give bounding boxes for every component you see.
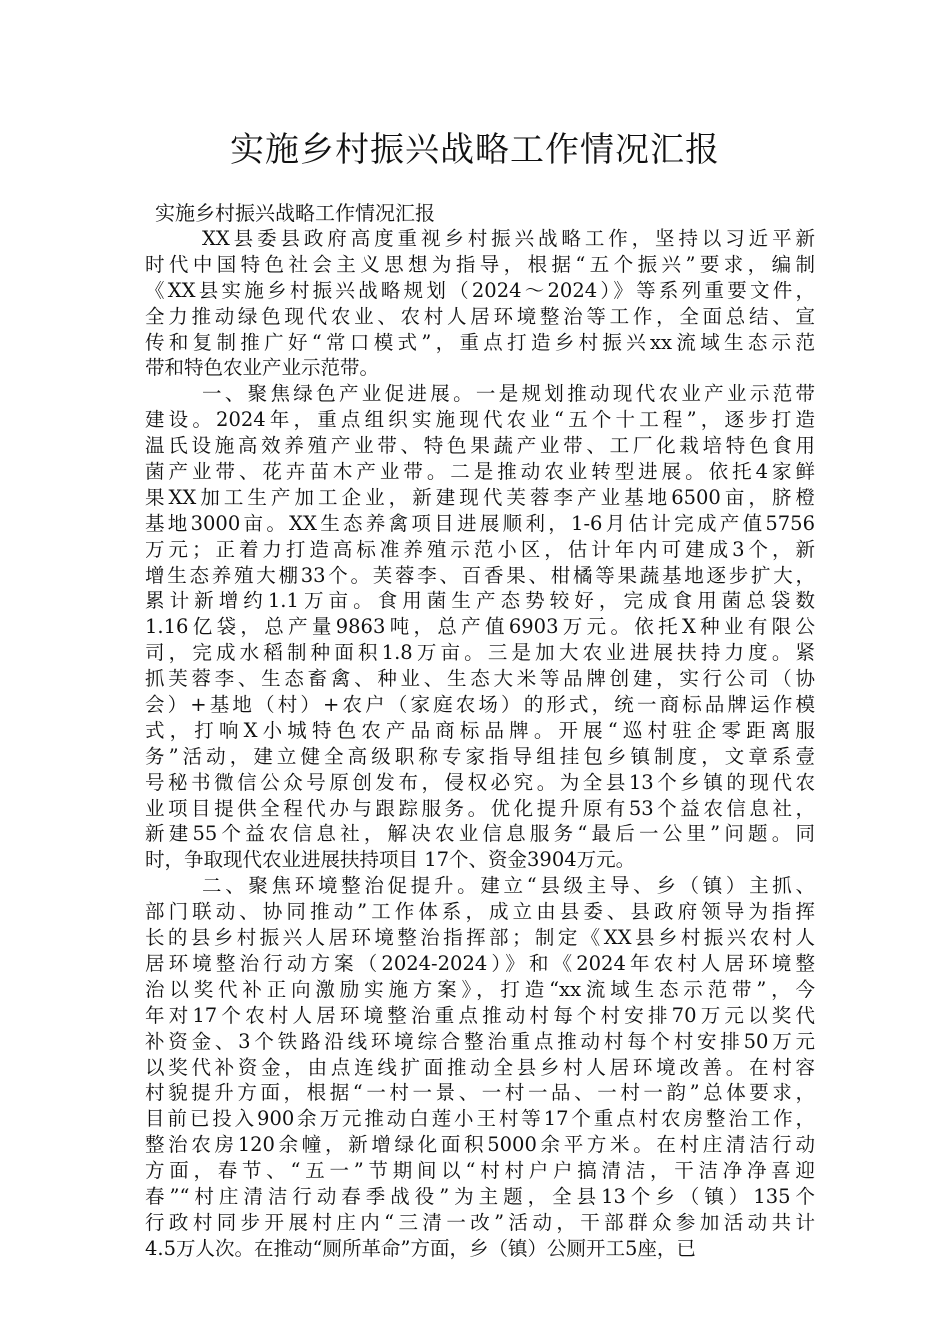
body-paragraph xyxy=(145,873,815,1261)
body-paragraph xyxy=(145,381,815,873)
paragraph-line: 基地3000亩。XX生态养禽项目进展顺利，1-6月估计完成产值5756 xyxy=(145,511,815,535)
paragraph-line: 年对17个农村人居环境整治重点推动村每个村安排70万元以奖代 xyxy=(145,1003,815,1027)
paragraph-line: 4.5万人次。在推动“厕所革命”方面，乡（镇）公厕开工5座，已 xyxy=(145,1236,696,1260)
paragraph-line: 部门联动、协同推动”工作体系，成立由县委、县政府领导为指挥 xyxy=(145,900,815,924)
paragraph-line: 时，争取现代农业进展扶持项目 17个、资金3904万元。 xyxy=(145,848,636,872)
paragraph-line: 务”活动，建立健全高级职称专家指导组挂包乡镇制度，文章系壹 xyxy=(145,744,815,768)
paragraph-line: 司，完成水稻制种面积1.8万亩。三是加大农业进展扶持力度。紧 xyxy=(145,641,815,665)
paragraph-line: 补资金、3个铁路沿线环境综合整治重点推动村每个村安排50万元 xyxy=(145,1029,815,1053)
paragraph-line: 居环境整治行动方案（2024-2024）》和《2024年农村人居环境整 xyxy=(145,951,815,975)
paragraph-line: 《XX县实施乡村振兴战略规划（2024～2024）》等系列重要文件， xyxy=(145,278,815,302)
paragraph-line: 果XX加工生产加工企业，新建现代芙蓉李产业基地6500亩，脐橙 xyxy=(145,485,815,509)
document-subtitle: 实施乡村振兴战略工作情况汇报 xyxy=(155,201,435,225)
paragraph-line: 温氏设施高效养殖产业带、特色果蔬产业带、工厂化栽培特色食用 xyxy=(145,434,815,458)
paragraph-line: 会）+基地（村）+农户（家庭农场）的形式，统一商标品牌运作模 xyxy=(145,693,815,717)
paragraph-line: 新建55个益农信息社，解决农业信息服务“最后一公里”问题。同 xyxy=(145,822,815,846)
paragraph-line: 1.16亿袋，总产量9863吨，总产值6903万元。依托X种业有限公 xyxy=(145,615,815,639)
paragraph-line: 累计新增约1.1万亩。食用菌生产态势较好，完成食用菌总袋数 xyxy=(145,589,815,613)
paragraph-line: 传和复制推广好“常口模式”，重点打造乡村振兴xx流域生态示范 xyxy=(145,330,815,354)
paragraph-line: 村貌提升方面，根据“一村一景、一村一品、一村一韵”总体要求， xyxy=(145,1081,815,1105)
paragraph-line: 式，打响X小城特色农产品商标品牌。开展“巡村驻企零距离服 xyxy=(145,718,815,742)
paragraph-line: 二、聚焦环境整治促提升。建立“县级主导、乡（镇）主抓、 xyxy=(202,874,815,898)
paragraph-line: 整治农房120余幢，新增绿化面积5000余平方米。在村庄清洁行动 xyxy=(145,1133,815,1157)
paragraph-line: 万元；正着力打造高标准养殖示范小区，估计年内可建成3个，新 xyxy=(145,537,815,561)
paragraph-line: 增生态养殖大棚33个。芙蓉李、百香果、柑橘等果蔬基地逐步扩大， xyxy=(145,563,815,587)
paragraph-line: 业项目提供全程代办与跟踪服务。优化提升原有53个益农信息社， xyxy=(145,796,815,820)
paragraph-line: 目前已投入900余万元推动白莲小王村等17个重点村农房整治工作， xyxy=(145,1107,815,1131)
paragraph-line: 一、聚焦绿色产业促进展。一是规划推动现代农业产业示范带 xyxy=(202,382,815,406)
paragraph-line: 行政村同步开展村庄内“三清一改”活动，干部群众参加活动共计 xyxy=(145,1210,815,1234)
paragraph-line: 号秘书微信公众号原创发布，侵权必究。为全县13个乡镇的现代农 xyxy=(145,770,815,794)
paragraph-line: 长的县乡村振兴人居环境整治指挥部；制定《XX县乡村振兴农村人 xyxy=(145,926,815,950)
paragraph-line: 治以奖代补正向激励实施方案》，打造“xx流域生态示范带”，今 xyxy=(145,977,815,1001)
document-title: 实施乡村振兴战略工作情况汇报 xyxy=(230,130,720,170)
paragraph-line: XX县委县政府高度重视乡村振兴战略工作，坚持以习近平新 xyxy=(202,227,815,250)
paragraph-line: 带和特色农业产业示范带。 xyxy=(145,356,380,380)
paragraph-line: 菌产业带、花卉苗木产业带。二是推动农业转型进展。依托4家鲜 xyxy=(145,460,815,484)
paragraph-line: 全力推动绿色现代农业、农村人居环境整治等工作，全面总结、宣 xyxy=(145,304,815,328)
paragraph-line: 春”“村庄清洁行动春季战役”为主题，全县13个乡（镇）135个 xyxy=(145,1184,815,1208)
paragraph-line: 建设。2024年，重点组织实施现代农业“五个十工程”，逐步打造 xyxy=(145,408,815,432)
paragraph-line: 时代中国特色社会主义思想为指导，根据“五个振兴”要求，编制 xyxy=(145,252,815,276)
body-paragraph xyxy=(145,226,815,381)
paragraph-line: 抓芙蓉李、生态畜禽、种业、生态大米等品牌创建，实行公司（协 xyxy=(145,667,815,691)
paragraph-line: 以奖代补资金，由点连线扩面推动全县乡村人居环境改善。在村容 xyxy=(145,1055,815,1079)
document-body xyxy=(145,226,815,1262)
paragraph-line: 方面，春节、“五一”节期间以“村村户户搞清洁，干洁净净喜迎 xyxy=(145,1159,815,1183)
